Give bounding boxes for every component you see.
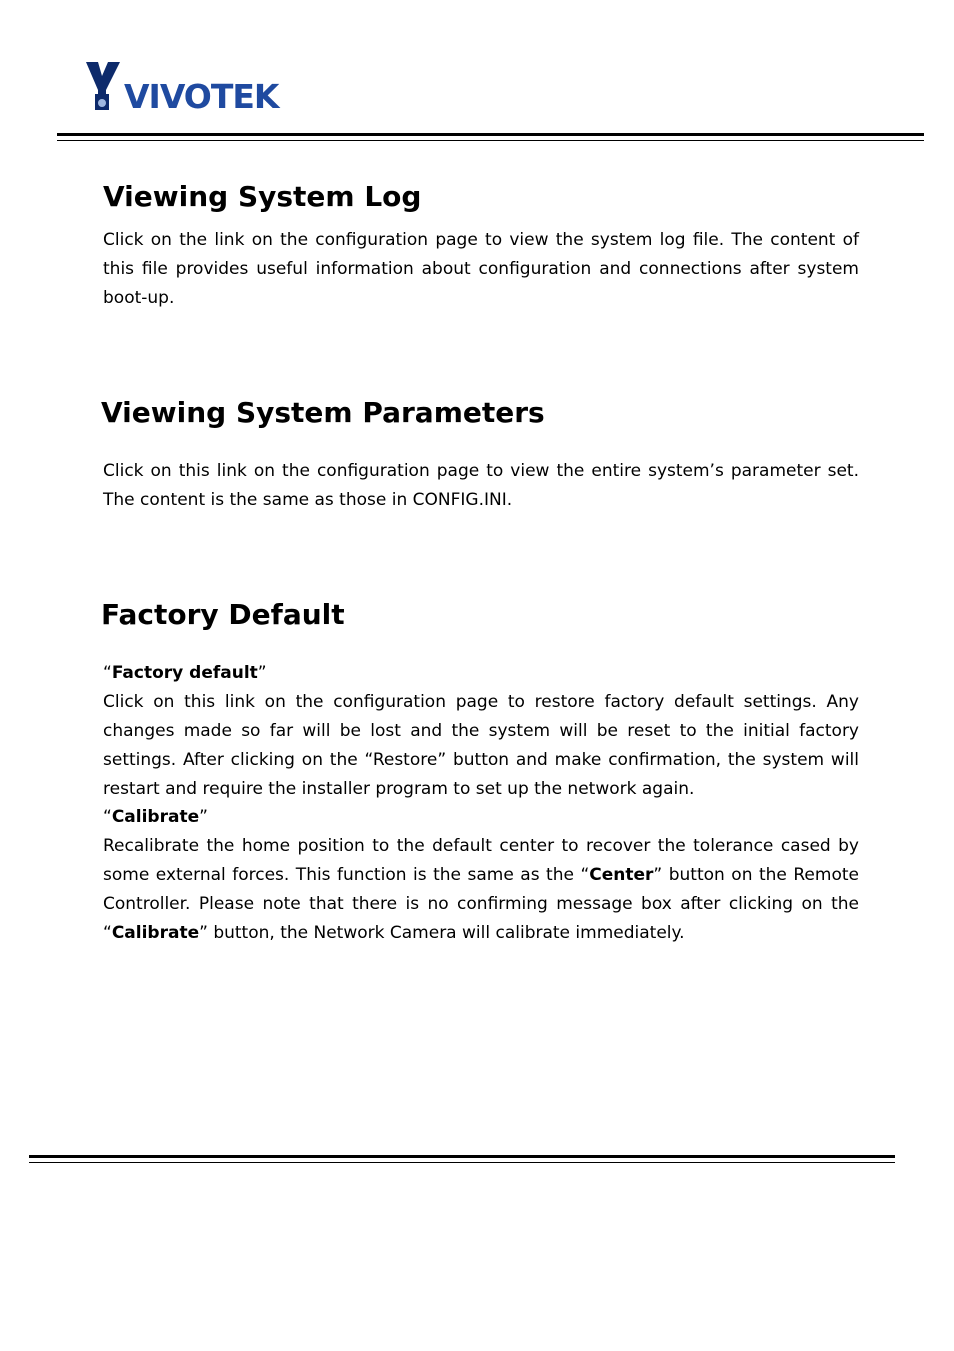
calibrate-label: “Calibrate”	[103, 807, 208, 827]
center-term: Center	[589, 865, 654, 885]
calibrate-term: Calibrate	[111, 807, 200, 827]
header-rule	[57, 133, 924, 141]
system-parameters-body: Click on this link on the configuration page to view the entire system’s parameter set. The content is the same as those in CONFIG.INI.	[103, 461, 859, 510]
section-title-factory-default: Factory Default	[101, 598, 345, 631]
section-title-system-parameters: Viewing System Parameters	[101, 396, 545, 429]
factory-default-term: Factory default	[111, 663, 258, 683]
logo-text: VIVOTEK	[124, 77, 279, 112]
footer-rule	[29, 1155, 895, 1163]
system-log-body: Click on the link on the configuration page to view the system log file. The content of this file provides useful information about configuration and connections after system boot-up.	[103, 230, 859, 308]
calibrate-body: Recalibrate the home position to the default center to recover the tolerance cased by some external forces. This function is the same as the “Center” button on the Remote Controller. Please note that there is no confirming message box after clicking on the “Calibrate” button, the Network Camera will calibrate immediately.	[103, 836, 859, 943]
factory-default-label: “Factory default”	[103, 663, 267, 683]
vivotek-logo	[84, 60, 294, 112]
calibrate-term-inline: Calibrate	[111, 923, 200, 943]
section-title-system-log: Viewing System Log	[103, 180, 422, 213]
factory-default-body: Click on this link on the configuration page to restore factory default settings. Any changes made so far will be lost and the system will be reset to the initial factory settings. After clicking on the “Restore” button and make confirmation, the system will restart and require the installer program to set up the network again.	[103, 692, 859, 799]
